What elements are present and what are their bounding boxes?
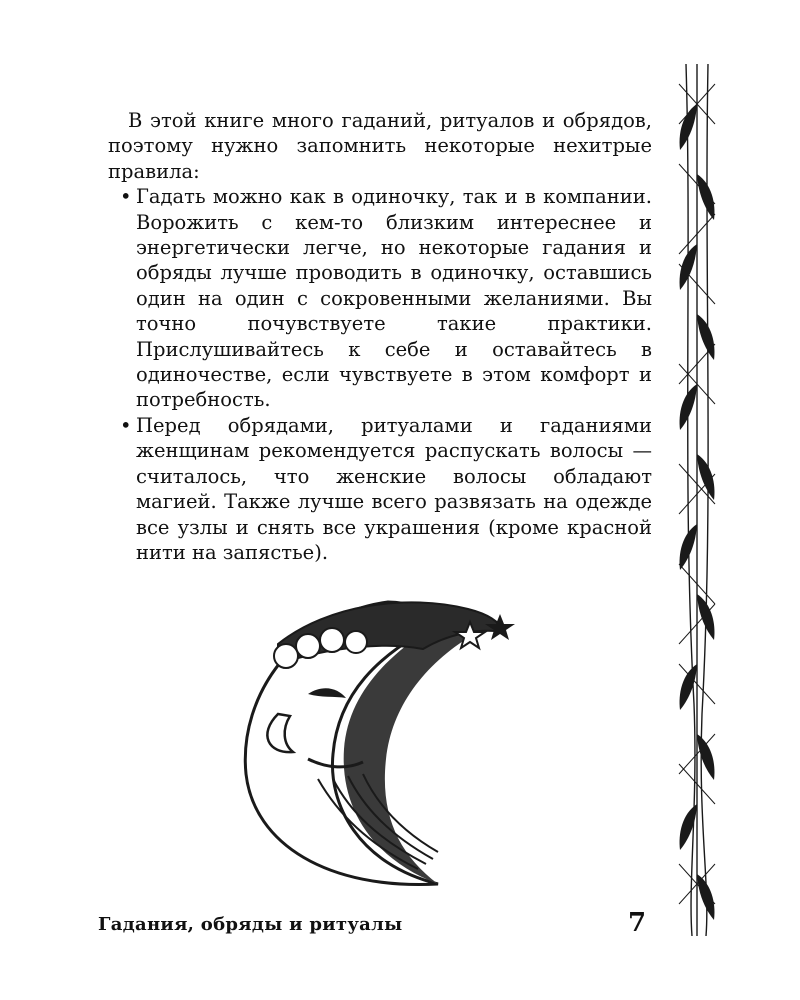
list-item: • Гадать можно как в одиночку, так и в компании. Ворожить с кем-то близким интереснее и энергетически легче, но некоторые гадания и обряды лучше проводить в одиночку, оставшись один на один с сокровенными желаниями. Вы точно почувствуете такие практики. Прислушивайтесь к себе и оставайтесь в одиночестве, если чувствуете в этом комфорт и потребность. xyxy=(108,184,652,413)
body-text xyxy=(108,108,652,565)
intro-paragraph: В этой книге много гаданий, ритуалов и обрядов, поэтому нужно запомнить некоторые нехитрые правила: xyxy=(108,109,652,183)
page-number: 7 xyxy=(628,908,647,938)
crescent-moon-face-icon xyxy=(238,584,528,890)
rules-list xyxy=(108,184,652,565)
herb-border-icon xyxy=(674,64,720,936)
list-item: • Перед обрядами, ритуалами и гаданиями женщинам рекомендуется распускать волосы — считалось, что женские волосы обладают магией. Также лучше всего развязать на одежде все узлы и снять все украшения (кроме красной нити на запястье). xyxy=(108,413,652,565)
running-footer-title: Гадания, обряды и ритуалы xyxy=(98,914,403,935)
